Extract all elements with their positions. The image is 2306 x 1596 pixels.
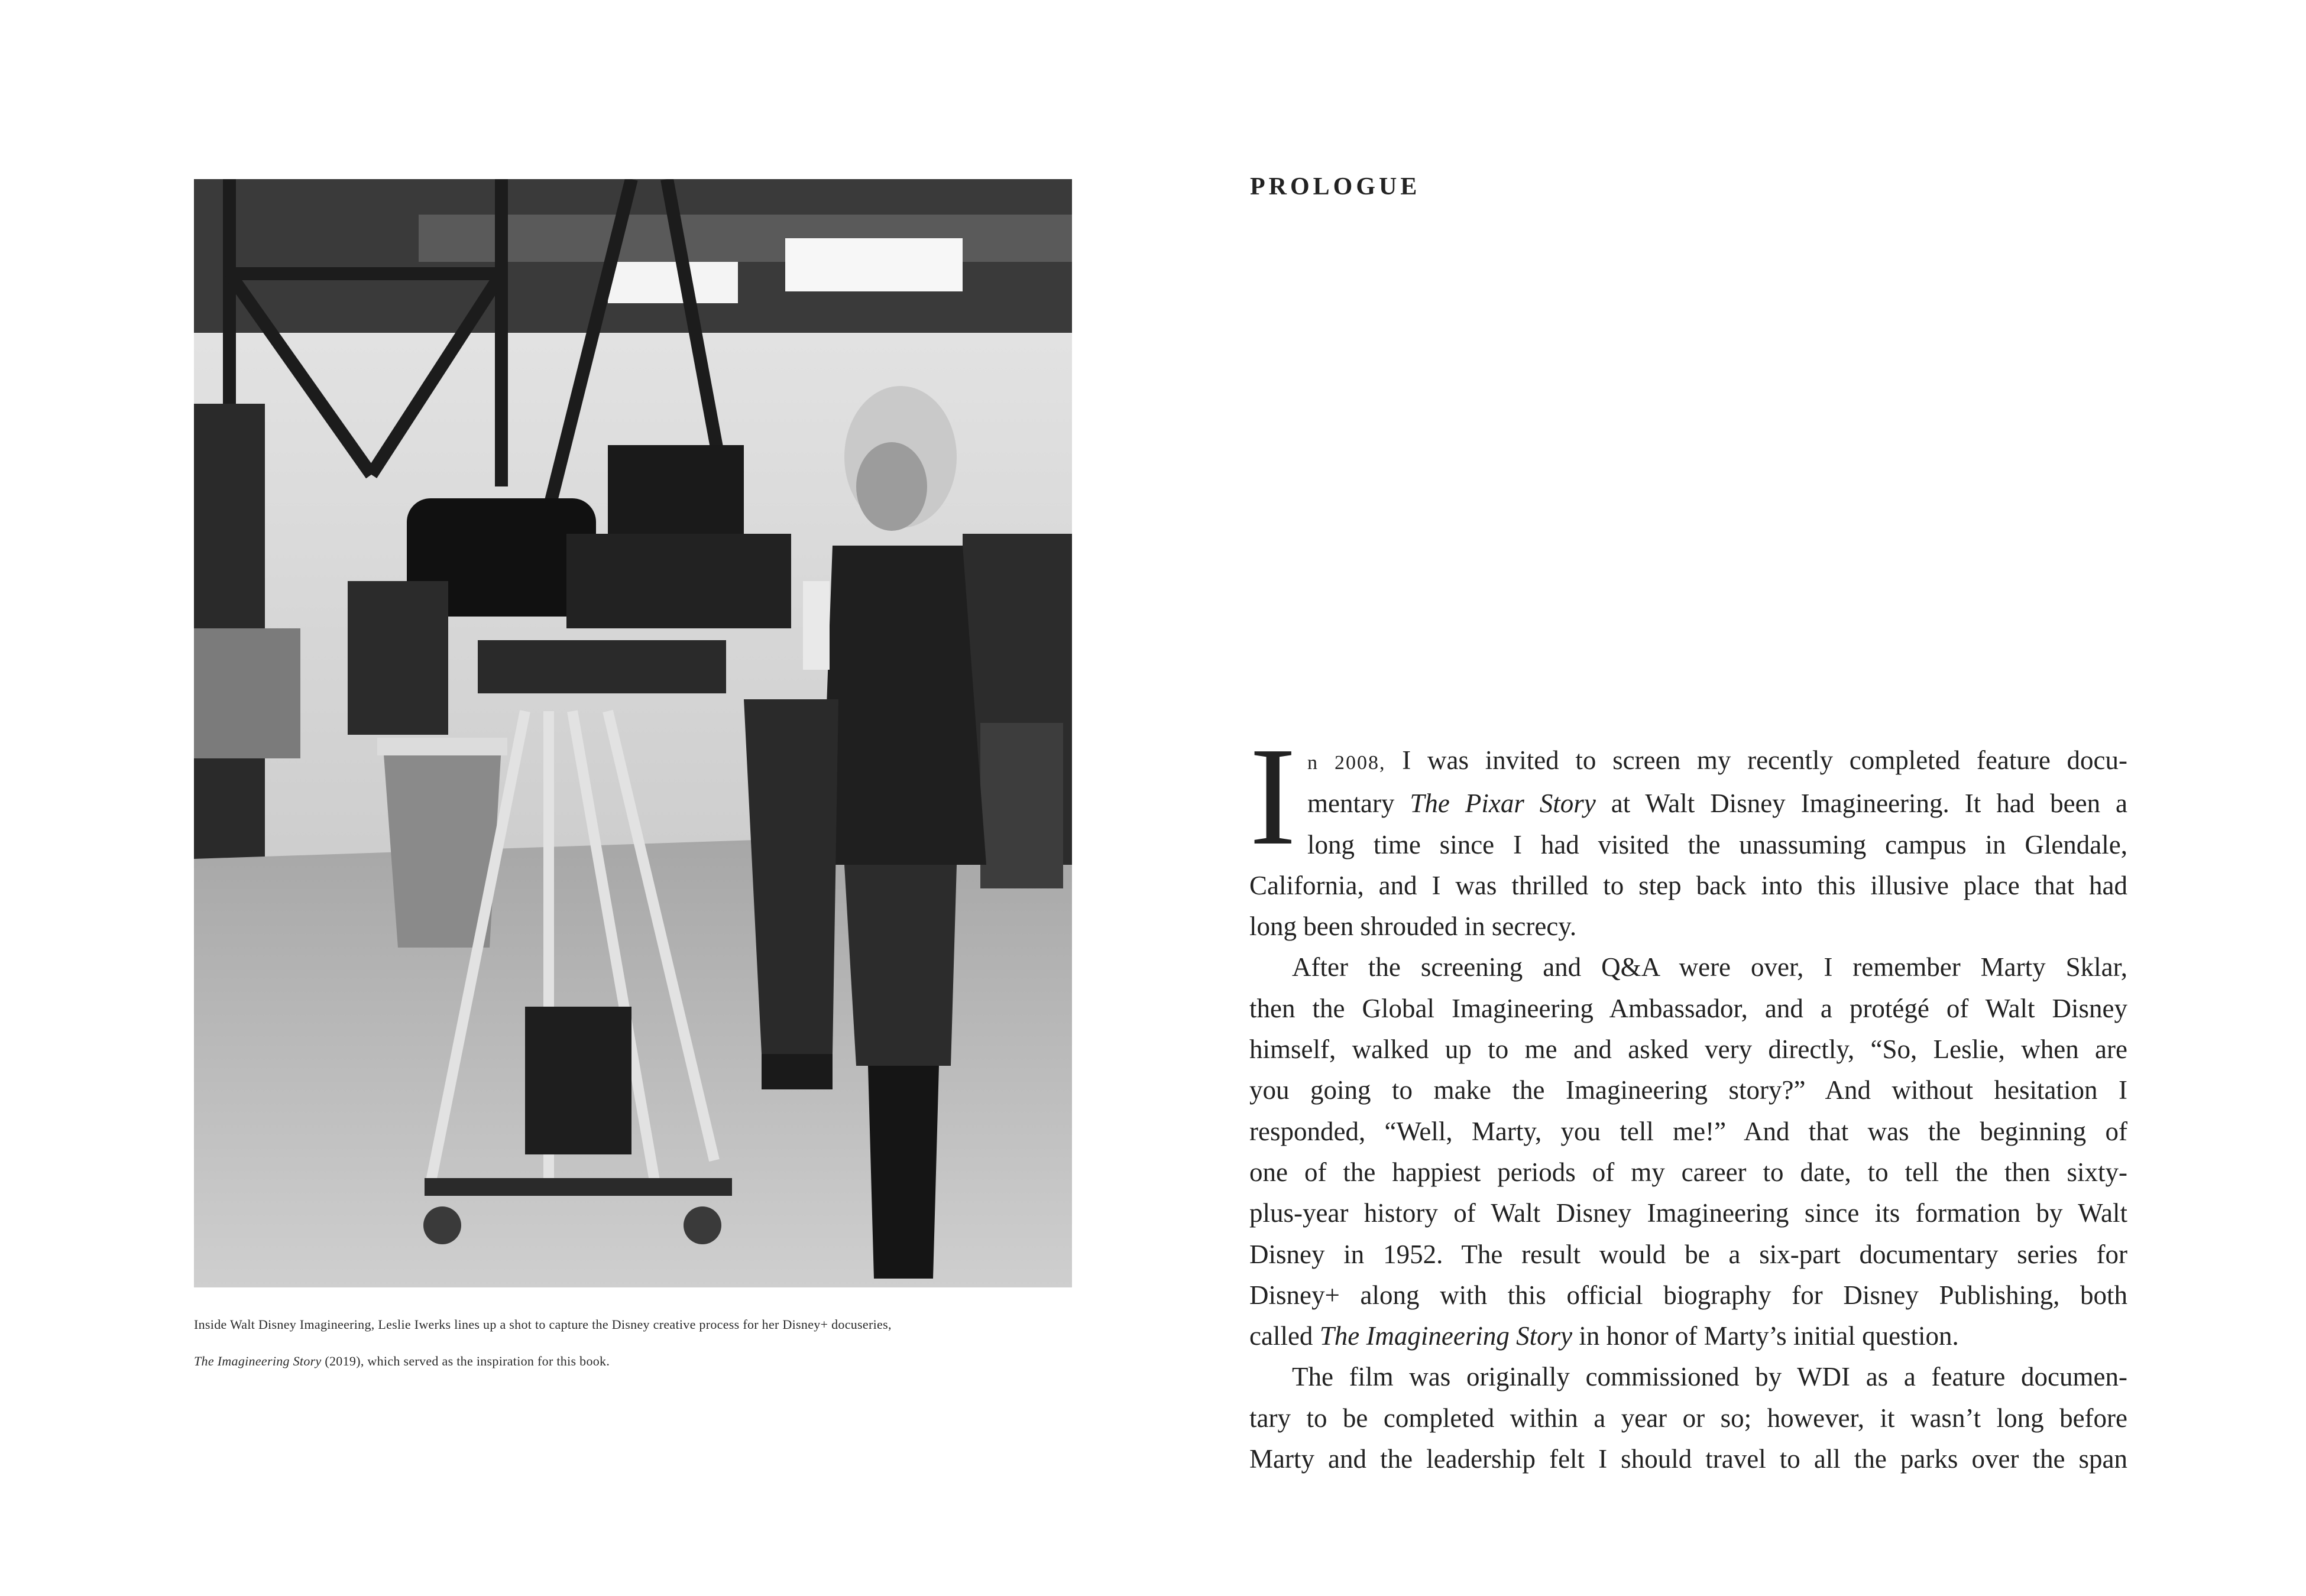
text-line: The film was originally commissioned by WDI as a feature documen- <box>1292 1362 2127 1392</box>
text-line <box>1249 1316 2127 1357</box>
opening-smallcaps: n 2008, <box>1307 752 1386 774</box>
text-line: long been shrouded in secrecy. <box>1249 911 1577 942</box>
caption-line-2-rest: (2019), which served as the inspiration for this book. <box>321 1354 610 1368</box>
caption-line-2 <box>194 1343 1081 1380</box>
text-line: Disney in 1952. The result would be a six-part documentary series for <box>1249 1239 2127 1269</box>
body-text <box>1249 719 2128 1480</box>
text-line: After the screening and Q&A were over, I remember Marty Sklar, <box>1292 952 2127 982</box>
photo-illustration <box>194 179 1072 1287</box>
line-text: called <box>1249 1321 1320 1351</box>
book-title: The Imagineering Story <box>1319 1321 1573 1351</box>
line-text: mentary <box>1307 789 1410 819</box>
text-line <box>1249 783 2127 824</box>
right-page <box>1153 0 2306 1596</box>
line-text: I was invited to screen my recently completed feature docu- <box>1385 745 2128 775</box>
drop-cap: I <box>1249 719 1297 874</box>
text-line: California, and I was thrilled to step back into this illusive place that had <box>1249 870 2127 900</box>
film-title: The Pixar Story <box>1410 789 1596 819</box>
text-line: responded, “Well, Marty, you tell me!” And that was the beginning of <box>1249 1116 2127 1146</box>
text-line: himself, walked up to me and asked very directly, “So, Leslie, when are <box>1249 1034 2127 1065</box>
text-line: you going to make the Imagineering story?” And without hesitation I <box>1249 1075 2127 1105</box>
photo-caption <box>194 1306 1081 1380</box>
text-line: Marty and the leadership felt I should travel to all the parks over the span <box>1249 1444 2127 1474</box>
line-text: in honor of Marty’s initial question. <box>1572 1321 1959 1351</box>
caption-line-1: Inside Walt Disney Imagineering, Leslie Iwerks lines up a shot to capture the Disney creative process for her Disney+ docuseries, <box>194 1317 892 1332</box>
text-line: one of the happiest periods of my career to date, to tell the then sixty- <box>1249 1157 2127 1187</box>
text-line: Disney+ along with this official biography for Disney Publishing, both <box>1249 1280 2127 1310</box>
text-line <box>1249 740 2127 783</box>
caption-work-title: The Imagineering Story <box>194 1354 322 1368</box>
text-line: plus-year history of Walt Disney Imagineering since its formation by Walt <box>1249 1198 2127 1228</box>
photo-camera-operator <box>194 179 1072 1287</box>
text-line: tary to be completed within a year or so; however, it wasn’t long before <box>1249 1403 2127 1433</box>
text-line: long time since I had visited the unassuming campus in Glendale, <box>1307 829 2127 859</box>
text-line: then the Global Imagineering Ambassador, and a protégé of Walt Disney <box>1249 993 2127 1023</box>
chapter-title: PROLOGUE <box>1250 173 1421 200</box>
line-text: at Walt Disney Imagineering. It had been a <box>1595 789 2128 819</box>
